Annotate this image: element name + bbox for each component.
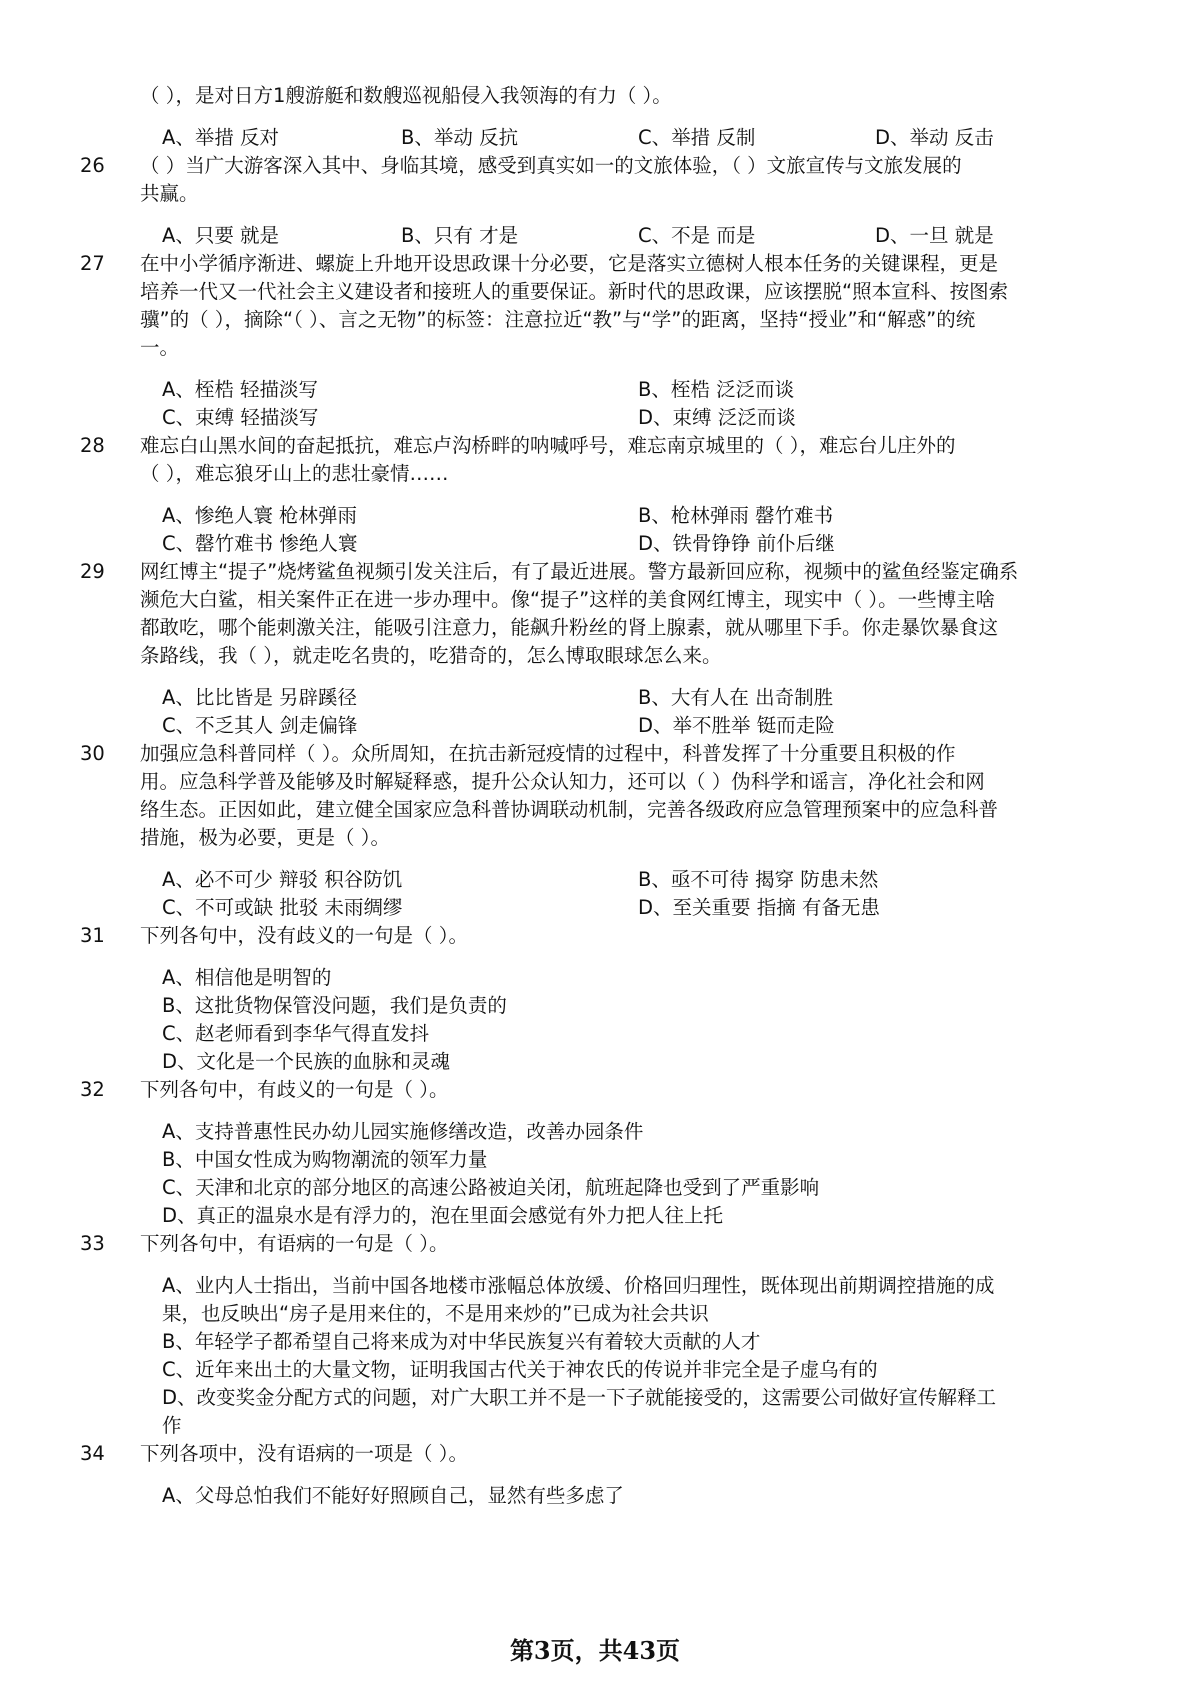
question-number: 32 (80, 1078, 105, 1101)
question-number: 26 (80, 154, 105, 177)
option-c: C、近年来出土的大量文物，证明我国古代关于神农氏的传说并非完全是子虚乌有的 (162, 1358, 878, 1381)
question-number: 28 (80, 434, 105, 457)
option-c: C、举措 反制 (638, 126, 756, 149)
option-b: B、桎梏 泛泛而谈 (638, 378, 795, 401)
question-stem-line: 培养一代又一代社会主义建设者和接班人的重要保证。新时代的思政课，应该摆脱“照本宣科、按图索 (140, 280, 1009, 303)
option-b: B、举动 反抗 (401, 126, 519, 149)
option-d: D、铁骨铮铮 前仆后继 (638, 532, 835, 555)
option-c: C、罄竹难书 惨绝人寰 (162, 532, 358, 555)
question-stem-line: 用。应急科学普及能够及时解疑释惑，提升公众认知力，还可以（ ）伪科学和谣言，净化社会和网 (140, 770, 985, 793)
option-a-continued: 果，也反映出“房子是用来住的，不是用来炒的”已成为社会共识 (162, 1302, 709, 1325)
question-number: 34 (80, 1442, 105, 1465)
question-stem-line: 网红博主“提子”烧烤鲨鱼视频引发关注后，有了最近进展。警方最新回应称，视频中的鲨鱼经鉴定确系 (140, 560, 1019, 583)
question-stem-line: （ ），难忘狼牙山上的悲壮豪情…… (140, 462, 449, 485)
question-stem-line: 下列各句中，有语病的一句是（ ）。 (140, 1232, 449, 1255)
question-number: 33 (80, 1232, 105, 1255)
question-stem-line: 加强应急科普同样（ ）。众所周知，在抗击新冠疫情的过程中，科普发挥了十分重要且积极的作 (140, 742, 956, 765)
option-b: B、只有 才是 (401, 224, 519, 247)
option-d: D、文化是一个民族的血脉和灵魂 (162, 1050, 451, 1073)
option-c: C、天津和北京的部分地区的高速公路被迫关闭，航班起降也受到了严重影响 (162, 1176, 820, 1199)
option-c: C、不是 而是 (638, 224, 756, 247)
question-number: 27 (80, 252, 105, 275)
option-b: B、大有人在 出奇制胜 (638, 686, 834, 709)
option-a: A、举措 反对 (162, 126, 280, 149)
option-a: A、相信他是明智的 (162, 966, 332, 989)
option-a: A、比比皆是 另辟蹊径 (162, 686, 358, 709)
question-stem-line: 一。 (140, 336, 180, 359)
option-b: B、枪林弹雨 罄竹难书 (638, 504, 834, 527)
option-b: B、中国女性成为购物潮流的领军力量 (162, 1148, 488, 1171)
option-a: A、业内人士指出，当前中国各地楼市涨幅总体放缓、价格回归理性，既体现出前期调控措施的成 (162, 1274, 995, 1297)
question-stem-line: 条路线，我（ ），就走吃名贵的，吃猎奇的，怎么博取眼球怎么来。 (140, 644, 722, 667)
option-d: D、至关重要 指摘 有备无患 (638, 896, 880, 919)
option-b: B、亟不可待 揭穿 防患未然 (638, 868, 879, 891)
option-d: D、一旦 就是 (875, 224, 994, 247)
question-stem-line: 下列各句中，有歧义的一句是（ ）。 (140, 1078, 449, 1101)
option-c: C、束缚 轻描淡写 (162, 406, 319, 429)
option-d: D、举不胜举 铤而走险 (638, 714, 835, 737)
option-d-continued: 作 (162, 1414, 182, 1437)
option-a: A、父母总怕我们不能好好照顾自己，显然有些多虑了 (162, 1484, 624, 1507)
option-d: D、举动 反击 (875, 126, 994, 149)
question-stem-line: （ ）当广大游客深入其中、身临其境，感受到真实如一的文旅体验，（ ）文旅宣传与文旅发展的 (140, 154, 962, 177)
question-stem-line: 共赢。 (140, 182, 199, 205)
option-b: B、这批货物保管没问题，我们是负责的 (162, 994, 507, 1017)
option-a: A、支持普惠性民办幼儿园实施修缮改造，改善办园条件 (162, 1120, 644, 1143)
option-c: C、不可或缺 批驳 未雨绸缪 (162, 896, 403, 919)
question-stem-line: 难忘白山黑水间的奋起抵抗，难忘卢沟桥畔的呐喊呼号，难忘南京城里的（ ），难忘台儿庄外的 (140, 434, 956, 457)
question-stem-line: 骥”的（ ），摘除“（ ）、言之无物”的标签：注意拉近“教”与“学”的距离，坚持“授业”和“解惑”的统 (140, 308, 976, 331)
question-stem-line: 在中小学循序渐进、螺旋上升地开设思政课十分必要，它是落实立德树人根本任务的关键课程，更是 (140, 252, 999, 275)
option-c: C、赵老师看到李华气得直发抖 (162, 1022, 430, 1045)
option-a: A、惨绝人寰 枪林弹雨 (162, 504, 358, 527)
option-d: D、束缚 泛泛而谈 (638, 406, 796, 429)
question-stem-line: 络生态。正因如此，建立健全国家应急科普协调联动机制，完善各级政府应急管理预案中的应急科普 (140, 798, 999, 821)
question-number: 30 (80, 742, 105, 765)
option-b: B、年轻学子都希望自己将来成为对中华民族复兴有着较大贡献的人才 (162, 1330, 761, 1353)
option-d: D、真正的温泉水是有浮力的，泡在里面会感觉有外力把人往上托 (162, 1204, 724, 1227)
question-stem-line: 下列各句中，没有歧义的一句是（ ）。 (140, 924, 468, 947)
question-number: 31 (80, 924, 105, 947)
option-a: A、只要 就是 (162, 224, 280, 247)
page-footer: 第3页，共43页 (509, 1636, 681, 1665)
option-a: A、必不可少 辩驳 积谷防饥 (162, 868, 403, 891)
option-a: A、桎梏 轻描淡写 (162, 378, 319, 401)
question-stem-line: 下列各项中，没有语病的一项是（ ）。 (140, 1442, 468, 1465)
question-stem-line: 都敢吃，哪个能刺激关注，能吸引注意力，能飙升粉丝的肾上腺素，就从哪里下手。你走暴饮暴食这 (140, 616, 999, 639)
option-c: C、不乏其人 剑走偏锋 (162, 714, 358, 737)
question-number: 29 (80, 560, 105, 583)
question-stem-line: 措施，极为必要，更是（ ）。 (140, 826, 390, 849)
question-stem-line: 濒危大白鲨，相关案件正在进一步办理中。像“提子”这样的美食网红博主，现实中（ ）。一些博主啥 (140, 588, 996, 611)
question-stem-line: （ ），是对日方1艘游艇和数艘巡视船侵入我领海的有力（ ）。 (140, 84, 672, 107)
option-d: D、改变奖金分配方式的问题，对广大职工并不是一下子就能接受的，这需要公司做好宣传解释工 (162, 1386, 997, 1409)
